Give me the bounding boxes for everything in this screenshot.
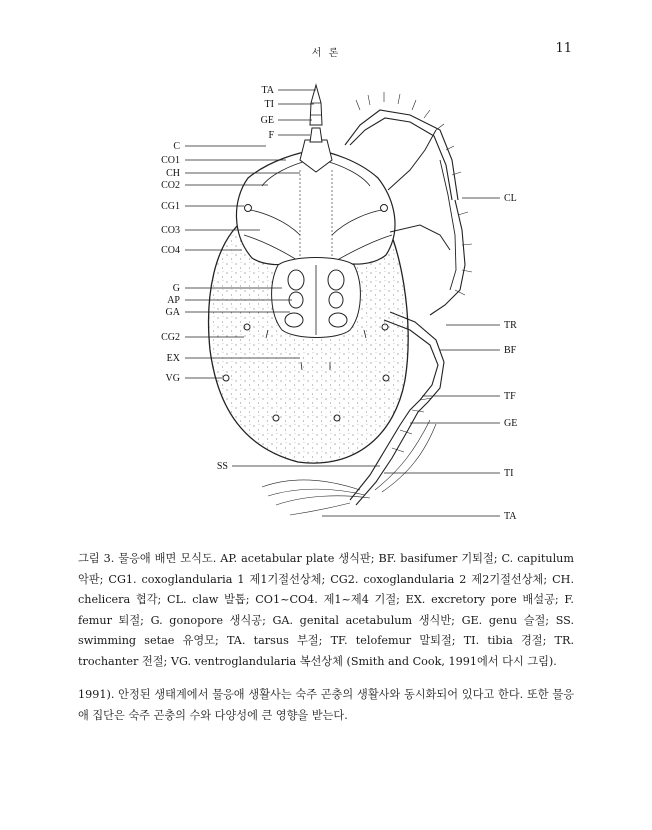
fig-label-ta-left: TA [261,85,274,96]
fig-label-ga: GA [165,307,180,318]
chelicera [310,128,322,142]
fig-label-ge-right: GE [504,418,518,429]
page-number: 11 [555,41,572,56]
fig-label-f: F [268,130,274,141]
fig-label-ss: SS [216,461,228,472]
figure-caption: 그림 3. 물응애 배면 모식도. AP. acetabular plate 생식판; BF. basifumer 기퇴절; C. capitulum 악판; CG1. coxoglandularia 1 제1기절선상체; CG2. coxoglandularia 2 제2기절선상체; CH. chelicera 협각; CL. claw 발톱; CO1~CO4. 제1~제4 기절; EX. excretory pore 배설공; F. femur 퇴절; G. gonopore 생식공; GA. genital acetabulum 생식반; GE. genu 슬절; SS. swimming setae 유영모; TA. tarsus 부절; TF. telofemur 말퇴절; TI. tibia 경절; TR. trochanter 전절; VG. ventroglandularia 복선상체 (Smith and Cook, 1991에서 다시 그림). [78,552,574,668]
running-head: 서 론 [311,48,341,59]
fig-label-cl: CL [504,193,517,204]
right-labels [504,193,517,522]
fig-label-co1: CO1 [161,155,180,166]
fig-label-g: G [172,283,180,294]
fig-label-co3: CO3 [161,225,180,236]
fig-label-ap: AP [167,295,180,306]
fig-label-ti-right: TI [504,468,514,479]
fig-label-ti-left: TI [264,99,274,110]
fig-label-bf: BF [504,345,517,356]
fig-label-ch: CH [166,168,180,179]
palp [310,85,322,125]
fig-label-tf: TF [504,391,516,402]
leg-two [388,130,436,190]
fig-label-ge-left: GE [260,115,274,126]
fig-label-c: C [173,141,180,152]
fig-label-co4: CO4 [161,245,180,256]
fig-label-tr: TR [504,320,517,331]
fig-label-ta-right: TA [504,511,517,522]
fig-label-cg2: CG2 [161,332,180,343]
fig-label-cg1: CG1 [161,201,180,212]
fig-label-vg: VG [165,373,180,384]
fig-label-co2: CO2 [161,180,180,191]
fig-label-ex: EX [166,353,180,364]
body-paragraph: 1991). 안정된 생태계에서 물응애 생활사는 숙주 곤충의 생활사와 동시화되어 있다고 한다. 또한 물응애 집단은 숙주 곤충의 수와 다양성에 큰 영향을 받는다. [78,688,574,722]
